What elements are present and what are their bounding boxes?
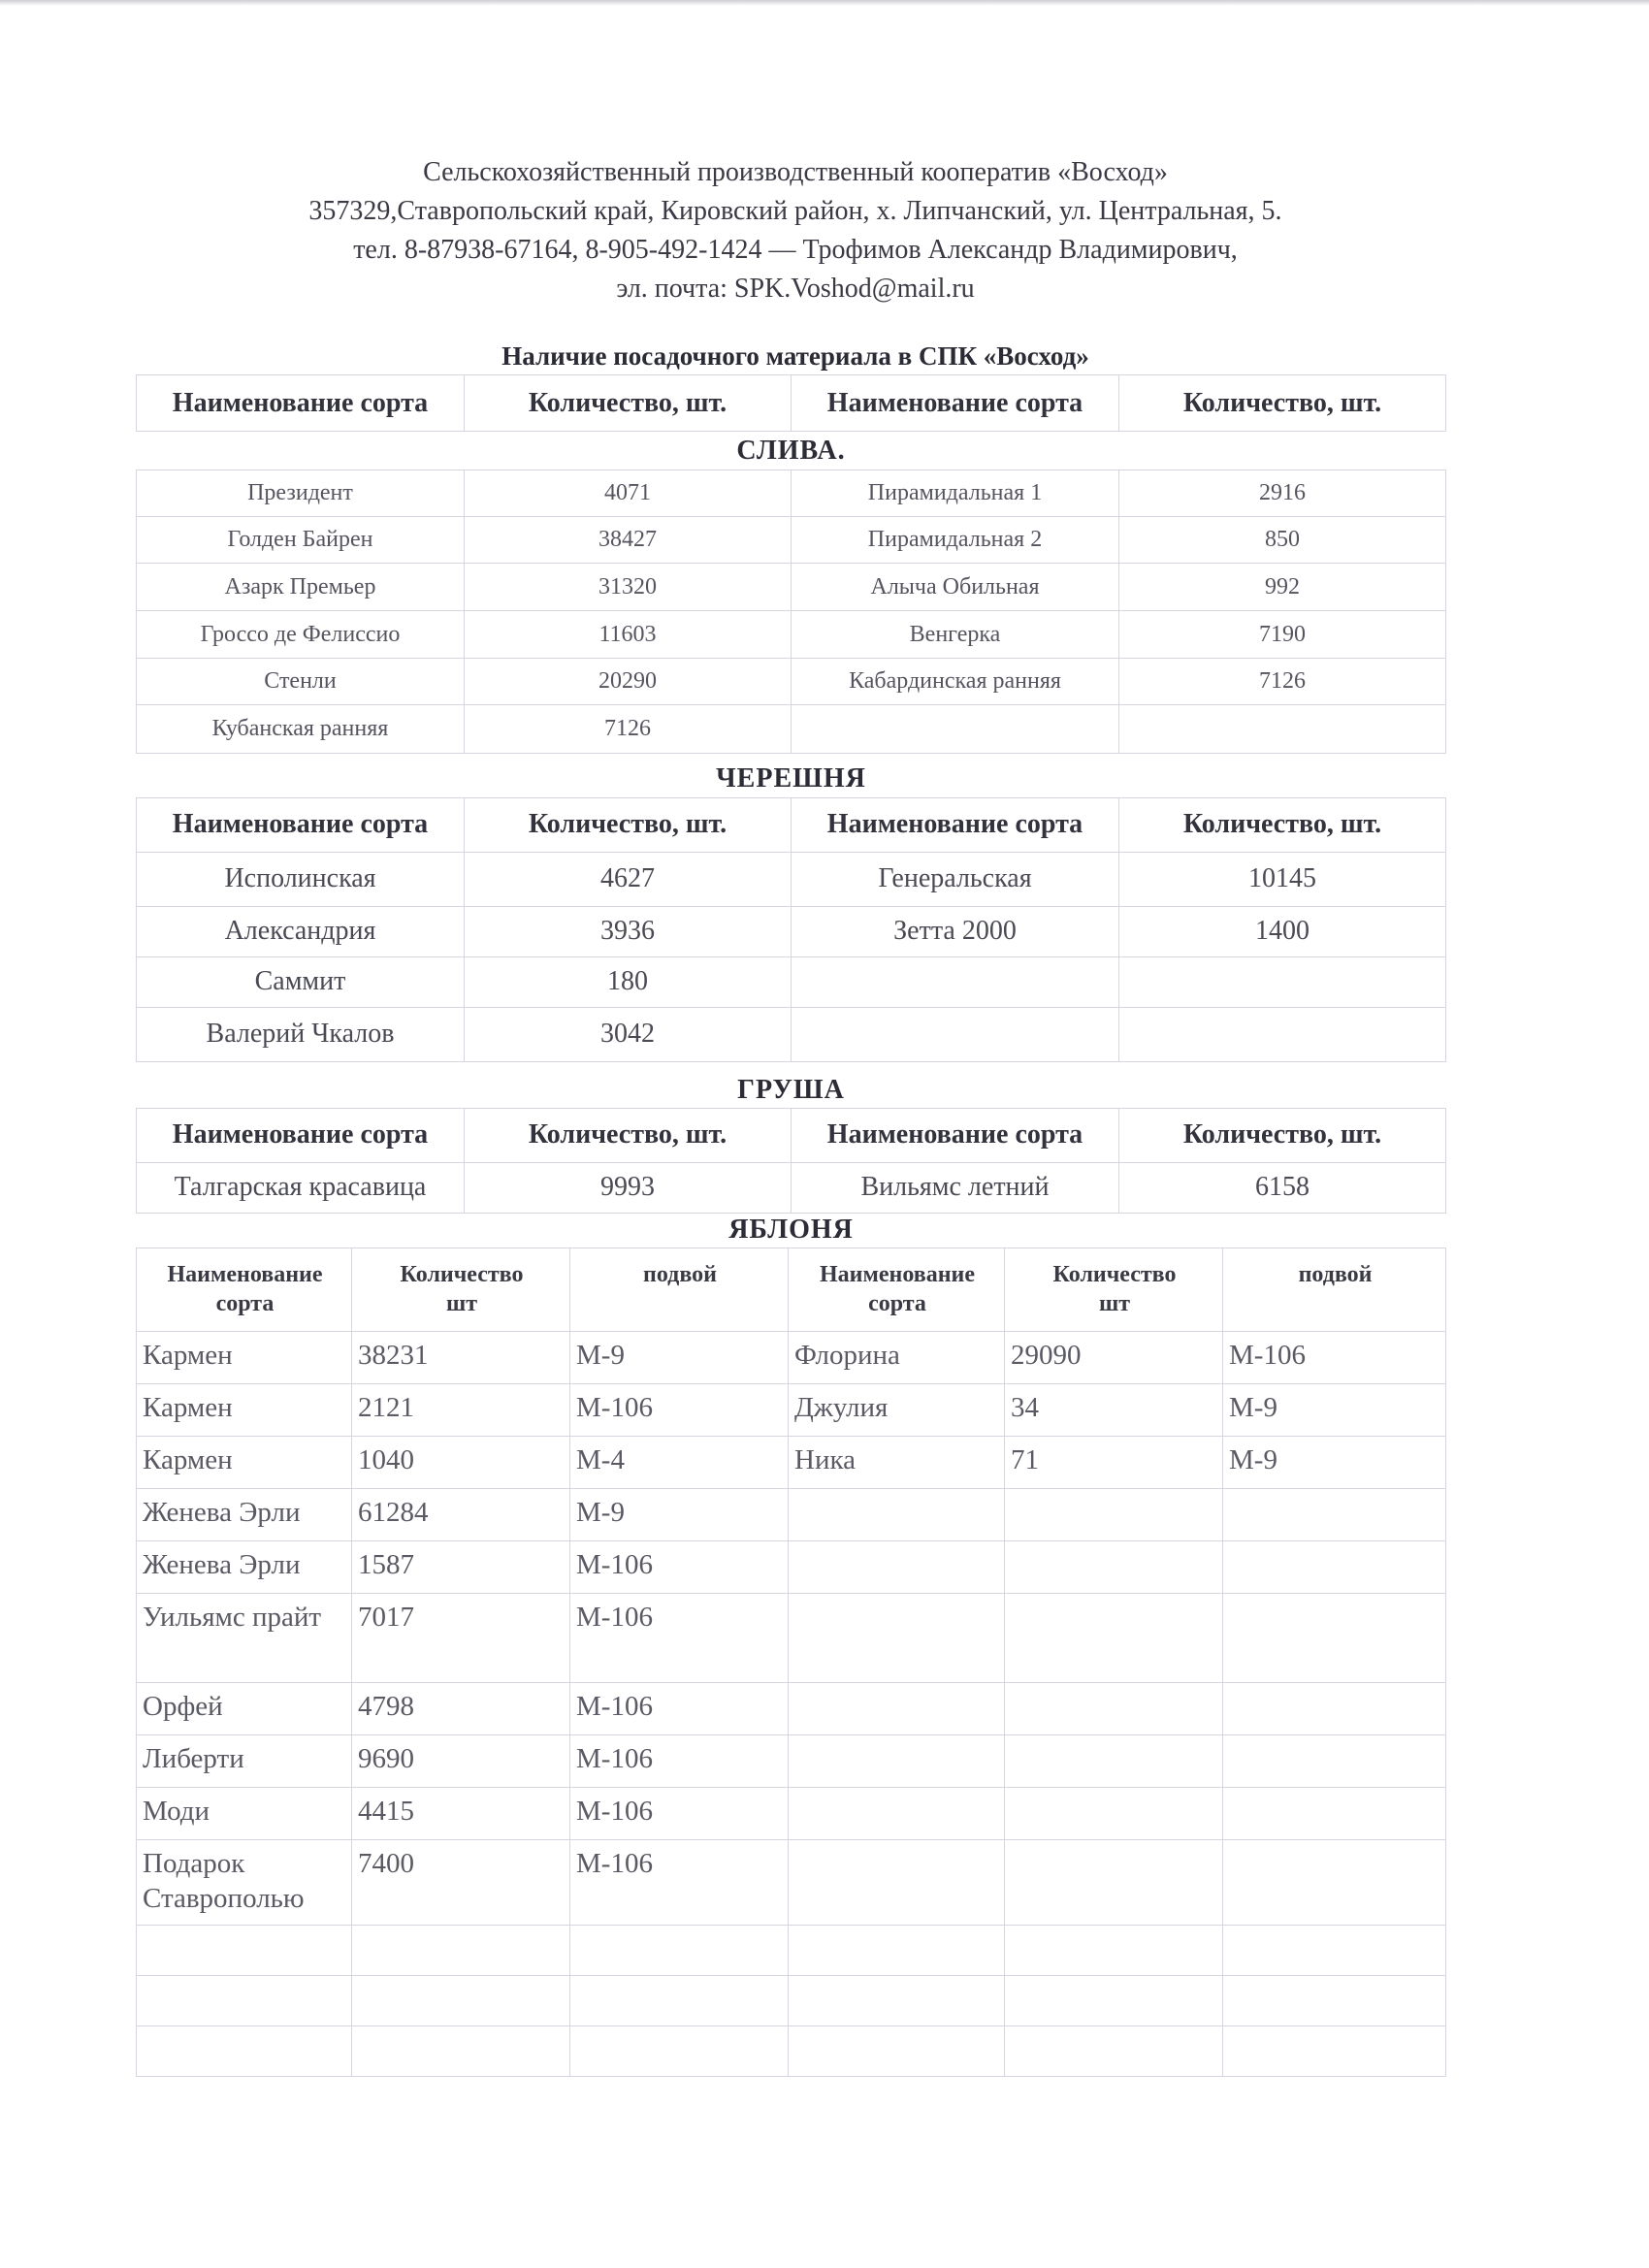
quantity-cell: 992 (1119, 564, 1446, 611)
variety-cell (789, 1976, 1005, 2026)
table-row (137, 1541, 1446, 1594)
rootstock-cell (1223, 1840, 1446, 1926)
variety-cell: Валерий Чкалов (137, 1007, 465, 1061)
header-quantity: Количество, шт. (1119, 1108, 1446, 1162)
variety-cell (789, 1541, 1005, 1594)
org-address: 357329,Ставропольский край, Кировский район, х. Липчанский, ул. Центральная, 5. (308, 196, 1282, 226)
variety-cell: Женева Эрли (137, 1489, 352, 1541)
quantity-cell (352, 2026, 570, 2077)
variety-cell: Кабардинская ранняя (792, 659, 1119, 705)
variety-cell (137, 1926, 352, 1976)
variety-cell: Вильямс летний (792, 1162, 1119, 1213)
quantity-cell (352, 1976, 570, 2026)
quantity-cell (1005, 2026, 1223, 2077)
rootstock-cell: М-106 (570, 1384, 789, 1437)
plum-table (136, 374, 1446, 754)
variety-cell (789, 2026, 1005, 2077)
table-row (137, 1788, 1446, 1840)
quantity-cell: 61284 (352, 1489, 570, 1541)
variety-cell (789, 1840, 1005, 1926)
table-row (137, 705, 1446, 754)
variety-cell: Исполинская (137, 852, 465, 906)
quantity-cell: 34 (1005, 1384, 1223, 1437)
variety-cell: Пирамидальная 2 (792, 517, 1119, 564)
quantity-cell: 3042 (465, 1007, 792, 1061)
rootstock-cell (1223, 1594, 1446, 1683)
variety-cell (137, 2026, 352, 2077)
variety-cell: Либерти (137, 1735, 352, 1788)
rootstock-cell: М-106 (570, 1840, 789, 1926)
header-variety (137, 1248, 352, 1332)
table-row (137, 1489, 1446, 1541)
variety-cell: Президент (137, 470, 465, 517)
table-row (137, 1437, 1446, 1489)
table-row (137, 852, 1446, 906)
quantity-cell: 10145 (1119, 852, 1446, 906)
org-name: Сельскохозяйственный производственный кооператив «Восход» (423, 157, 1168, 187)
rootstock-cell: М-9 (1223, 1384, 1446, 1437)
quantity-cell (1005, 1594, 1223, 1683)
quantity-cell: 6158 (1119, 1162, 1446, 1213)
rootstock-cell (570, 1926, 789, 1976)
table-row (137, 2026, 1446, 2077)
header-variety: Наименование сорта (137, 1108, 465, 1162)
header-variety (789, 1248, 1005, 1332)
quantity-cell: 9993 (465, 1162, 792, 1213)
quantity-cell: 1400 (1119, 906, 1446, 956)
rootstock-cell (1223, 1735, 1446, 1788)
header-quantity: Количество, шт. (465, 797, 792, 852)
header-quantity (352, 1248, 570, 1332)
table-row (137, 1594, 1446, 1683)
rootstock-cell (1223, 1788, 1446, 1840)
variety-cell: Кармен (137, 1437, 352, 1489)
table-header-row (137, 797, 1446, 852)
header-quantity: Количество, шт. (465, 1108, 792, 1162)
table-row (137, 1926, 1446, 1976)
header-variety: Наименование сорта (792, 375, 1119, 432)
quantity-cell (1005, 1926, 1223, 1976)
quantity-cell (1119, 705, 1446, 754)
quantity-cell: 3936 (465, 906, 792, 956)
header-quantity (1005, 1248, 1223, 1332)
table-header-row (137, 375, 1446, 432)
variety-cell: Женева Эрли (137, 1541, 352, 1594)
header-rootstock: подвой (570, 1248, 789, 1332)
rootstock-cell: М-106 (570, 1735, 789, 1788)
table-row (137, 1007, 1446, 1061)
header-quantity-line2: шт (445, 1291, 478, 1316)
variety-cell: Джулия (789, 1384, 1005, 1437)
header-variety: Наименование сорта (792, 797, 1119, 852)
apple-table (136, 1213, 1446, 2077)
quantity-cell: 1587 (352, 1541, 570, 1594)
variety-cell: Талгарская красавица (137, 1162, 465, 1213)
quantity-cell: 850 (1119, 517, 1446, 564)
quantity-cell: 4415 (352, 1788, 570, 1840)
rootstock-cell: М-106 (570, 1788, 789, 1840)
rootstock-cell: М-106 (570, 1594, 789, 1683)
table-row (137, 1976, 1446, 2026)
variety-cell (789, 1594, 1005, 1683)
variety-cell: Орфей (137, 1683, 352, 1735)
quantity-cell: 31320 (465, 564, 792, 611)
quantity-cell: 4798 (352, 1683, 570, 1735)
variety-cell: Кармен (137, 1332, 352, 1384)
header-quantity-line1: Количество (1052, 1262, 1177, 1287)
variety-cell (789, 1489, 1005, 1541)
quantity-cell: 4627 (465, 852, 792, 906)
header-variety-line1: Наименование (167, 1262, 323, 1287)
quantity-cell: 29090 (1005, 1332, 1223, 1384)
rootstock-cell (1223, 1976, 1446, 2026)
quantity-cell: 38427 (465, 517, 792, 564)
table-row (137, 1332, 1446, 1384)
rootstock-cell: М-9 (570, 1332, 789, 1384)
quantity-cell: 20290 (465, 659, 792, 705)
section-title-plum: СЛИВА. (736, 435, 846, 466)
header-quantity-line1: Количество (400, 1262, 524, 1287)
variety-cell (137, 1976, 352, 2026)
rootstock-cell (1223, 1489, 1446, 1541)
variety-cell: Ника (789, 1437, 1005, 1489)
variety-cell (792, 956, 1119, 1007)
rootstock-cell (1223, 1683, 1446, 1735)
header-variety-line2: сорта (215, 1291, 275, 1316)
quantity-cell (352, 1926, 570, 1976)
variety-cell: Кубанская ранняя (137, 705, 465, 754)
section-title-cherry: ЧЕРЕШНЯ (716, 762, 866, 794)
rootstock-cell: М-106 (570, 1541, 789, 1594)
org-phones: тел. 8-87938-67164, 8-905-492-1424 — Трофимов Александр Владимирович, (353, 235, 1238, 265)
variety-cell (789, 1735, 1005, 1788)
table-row (137, 956, 1446, 1007)
quantity-cell: 7190 (1119, 611, 1446, 659)
variety-cell: Моди (137, 1788, 352, 1840)
variety-cell (789, 1926, 1005, 1976)
variety-cell: Гроссо де Фелиссио (137, 611, 465, 659)
header-variety: Наименование сорта (792, 1108, 1119, 1162)
cherry-table (136, 761, 1446, 1062)
quantity-cell (1005, 1683, 1223, 1735)
rootstock-cell (1223, 2026, 1446, 2077)
table-row (137, 611, 1446, 659)
variety-cell: Алыча Обильная (792, 564, 1119, 611)
rootstock-cell: М-106 (1223, 1332, 1446, 1384)
variety-cell: Пирамидальная 1 (792, 470, 1119, 517)
rootstock-cell: М-9 (570, 1489, 789, 1541)
rootstock-cell: М-106 (570, 1683, 789, 1735)
document-title: Наличие посадочного материала в СПК «Восход» (501, 341, 1089, 371)
quantity-cell: 7017 (352, 1594, 570, 1683)
table-row (137, 659, 1446, 705)
header-variety-line2: сорта (868, 1291, 926, 1316)
variety-cell: Голден Байрен (137, 517, 465, 564)
table-row (137, 1683, 1446, 1735)
quantity-cell: 7400 (352, 1840, 570, 1926)
quantity-cell: 2121 (352, 1384, 570, 1437)
quantity-cell (1005, 1840, 1223, 1926)
table-row (137, 1162, 1446, 1213)
quantity-cell: 9690 (352, 1735, 570, 1788)
quantity-cell: 71 (1005, 1437, 1223, 1489)
header-quantity-line2: шт (1098, 1291, 1131, 1316)
quantity-cell (1005, 1489, 1223, 1541)
header-variety-line1: Наименование (820, 1262, 975, 1287)
variety-cell (789, 1683, 1005, 1735)
quantity-cell (1005, 1976, 1223, 2026)
header-quantity: Количество, шт. (1119, 375, 1446, 432)
org-email: эл. почта: SPK.Voshod@mail.ru (616, 274, 975, 304)
quantity-cell: 4071 (465, 470, 792, 517)
pear-table (136, 1073, 1446, 1214)
section-title-pear: ГРУША (737, 1074, 845, 1105)
quantity-cell (1005, 1788, 1223, 1840)
quantity-cell: 180 (465, 956, 792, 1007)
variety-cell: Азарк Премьер (137, 564, 465, 611)
variety-cell (789, 1788, 1005, 1840)
table-row (137, 906, 1446, 956)
table-row (137, 470, 1446, 517)
variety-cell: Зетта 2000 (792, 906, 1119, 956)
section-title-apple: ЯБЛОНЯ (728, 1215, 854, 1245)
header-quantity: Количество, шт. (465, 375, 792, 432)
variety-cell: Саммит (137, 956, 465, 1007)
table-row (137, 564, 1446, 611)
rootstock-cell (570, 1976, 789, 2026)
variety-cell: Флорина (789, 1332, 1005, 1384)
variety-cell (792, 1007, 1119, 1061)
variety-cell: Венгерка (792, 611, 1119, 659)
quantity-cell (1005, 1735, 1223, 1788)
rootstock-cell (1223, 1926, 1446, 1976)
variety-cell: Александрия (137, 906, 465, 956)
variety-cell: Подарок Ставрополью (137, 1840, 352, 1926)
quantity-cell: 2916 (1119, 470, 1446, 517)
letterhead (0, 153, 1591, 308)
rootstock-cell: М-9 (1223, 1437, 1446, 1489)
table-row (137, 1840, 1446, 1926)
rootstock-cell: М-4 (570, 1437, 789, 1489)
header-variety: Наименование сорта (137, 797, 465, 852)
quantity-cell (1119, 1007, 1446, 1061)
header-quantity: Количество, шт. (1119, 797, 1446, 852)
rootstock-cell (570, 2026, 789, 2077)
quantity-cell (1119, 956, 1446, 1007)
table-row (137, 1735, 1446, 1788)
quantity-cell (1005, 1541, 1223, 1594)
variety-cell (792, 705, 1119, 754)
variety-cell: Генеральская (792, 852, 1119, 906)
header-rootstock: подвой (1223, 1248, 1446, 1332)
quantity-cell: 38231 (352, 1332, 570, 1384)
header-variety: Наименование сорта (137, 375, 465, 432)
variety-cell: Кармен (137, 1384, 352, 1437)
variety-cell: Уильямс прайт (137, 1594, 352, 1683)
table-header-row (137, 1248, 1446, 1332)
quantity-cell: 11603 (465, 611, 792, 659)
table-header-row (137, 1108, 1446, 1162)
quantity-cell: 7126 (1119, 659, 1446, 705)
scan-edge (0, 0, 1649, 6)
quantity-cell: 1040 (352, 1437, 570, 1489)
table-row (137, 517, 1446, 564)
rootstock-cell (1223, 1541, 1446, 1594)
table-row (137, 1384, 1446, 1437)
variety-cell: Стенли (137, 659, 465, 705)
quantity-cell: 7126 (465, 705, 792, 754)
